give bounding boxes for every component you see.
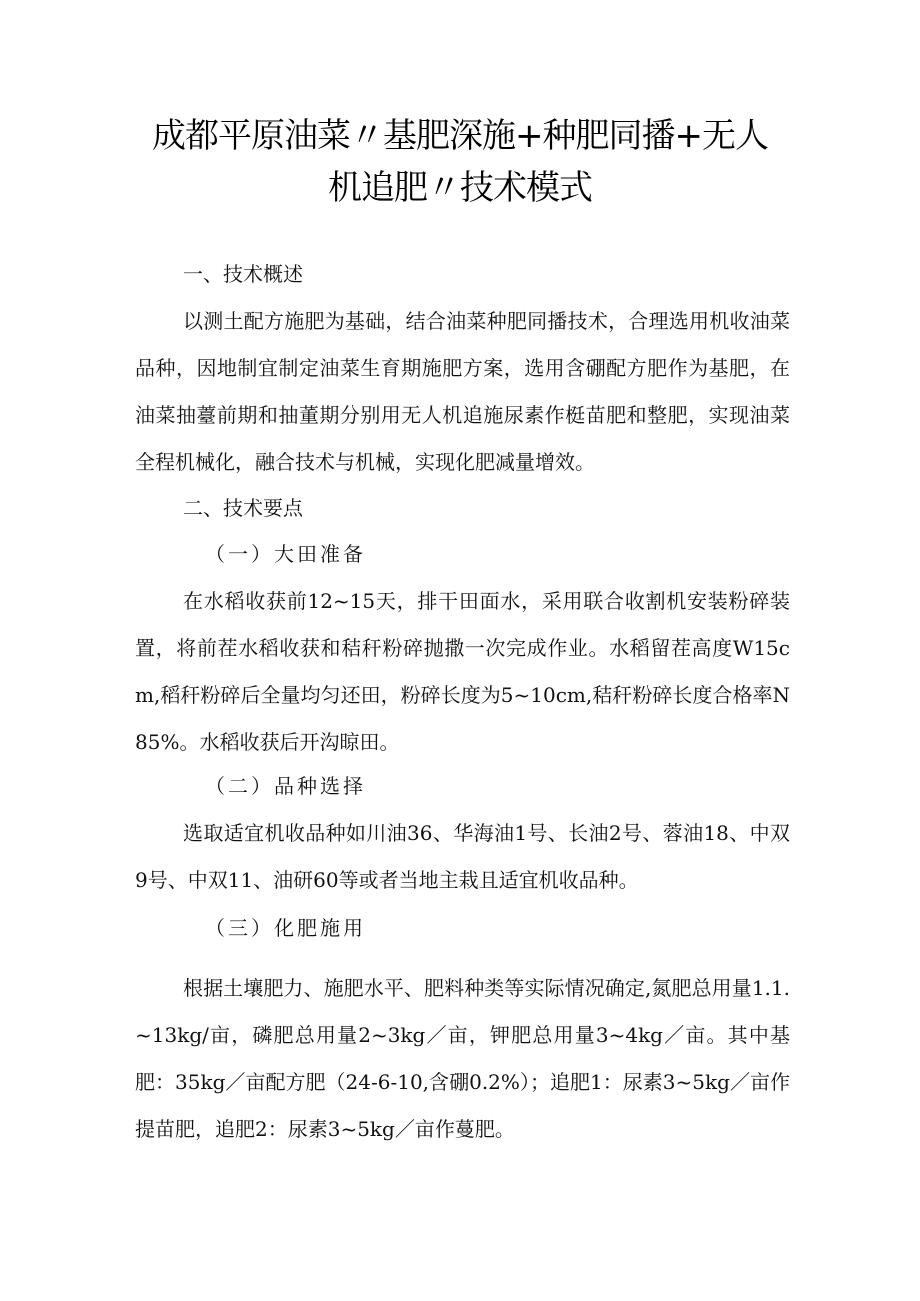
- subsection-heading-variety: （二）品种选择: [205, 774, 366, 798]
- subsection-heading-field-prep: （一）大田准备: [205, 542, 366, 566]
- field-prep-paragraph: 在水稻收获前12~15天，排干田面水，采用联合收割机安装粉碎装置，将前茬水稻收获和秸秆粉碎抛撒一次完成作业。水稻留茬高度W15cm,稻秆粉碎后全量均匀还田，粉碎长度为5~10cm,秸秆粉碎长度合格率N85%。水稻收获后开沟晾田。: [135, 589, 790, 754]
- section-heading-overview: 一、技术概述: [183, 262, 303, 286]
- variety-paragraph: 选取适宜机收品种如川油36、华海油1号、长油2号、蓉油18、中双9号、中双11、油研60等或者当地主栽且适宜机收品种。: [135, 821, 790, 892]
- section-heading-keypoints: 二、技术要点: [183, 496, 303, 520]
- document-title-line-1: 成都平原油菜〃基肥深施+种肥同播+无人: [152, 116, 768, 156]
- fertilizer-paragraph: 根据土壤肥力、施肥水平、肥料种类等实际情况确定,氮肥总用量1.1.~13kg/亩，磷肥总用量2~3kg／亩，钾肥总用量3~4kg／亩。其中基肥：35kg／亩配方肥（24-6-10,含硼0.2%）；追肥1：尿素3~5kg／亩作提苗肥，追肥2：尿素3~5kg／亩作蔓肥。: [135, 976, 790, 1141]
- subsection-heading-fertilizer: （三）化肥施用: [205, 916, 366, 940]
- document-title-line-2: 机追肥〃技术模式: [328, 168, 592, 208]
- overview-paragraph: 以测土配方施肥为基础，结合油菜种肥同播技术，合理选用机收油菜品种，因地制宜制定油菜生育期施肥方案，选用含硼配方肥作为基肥，在油菜抽薹前期和抽董期分别用无人机追施尿素作梃苗肥和整肥，实现油菜全程机械化，融合技术与机械，实现化肥减量增效。: [135, 309, 790, 474]
